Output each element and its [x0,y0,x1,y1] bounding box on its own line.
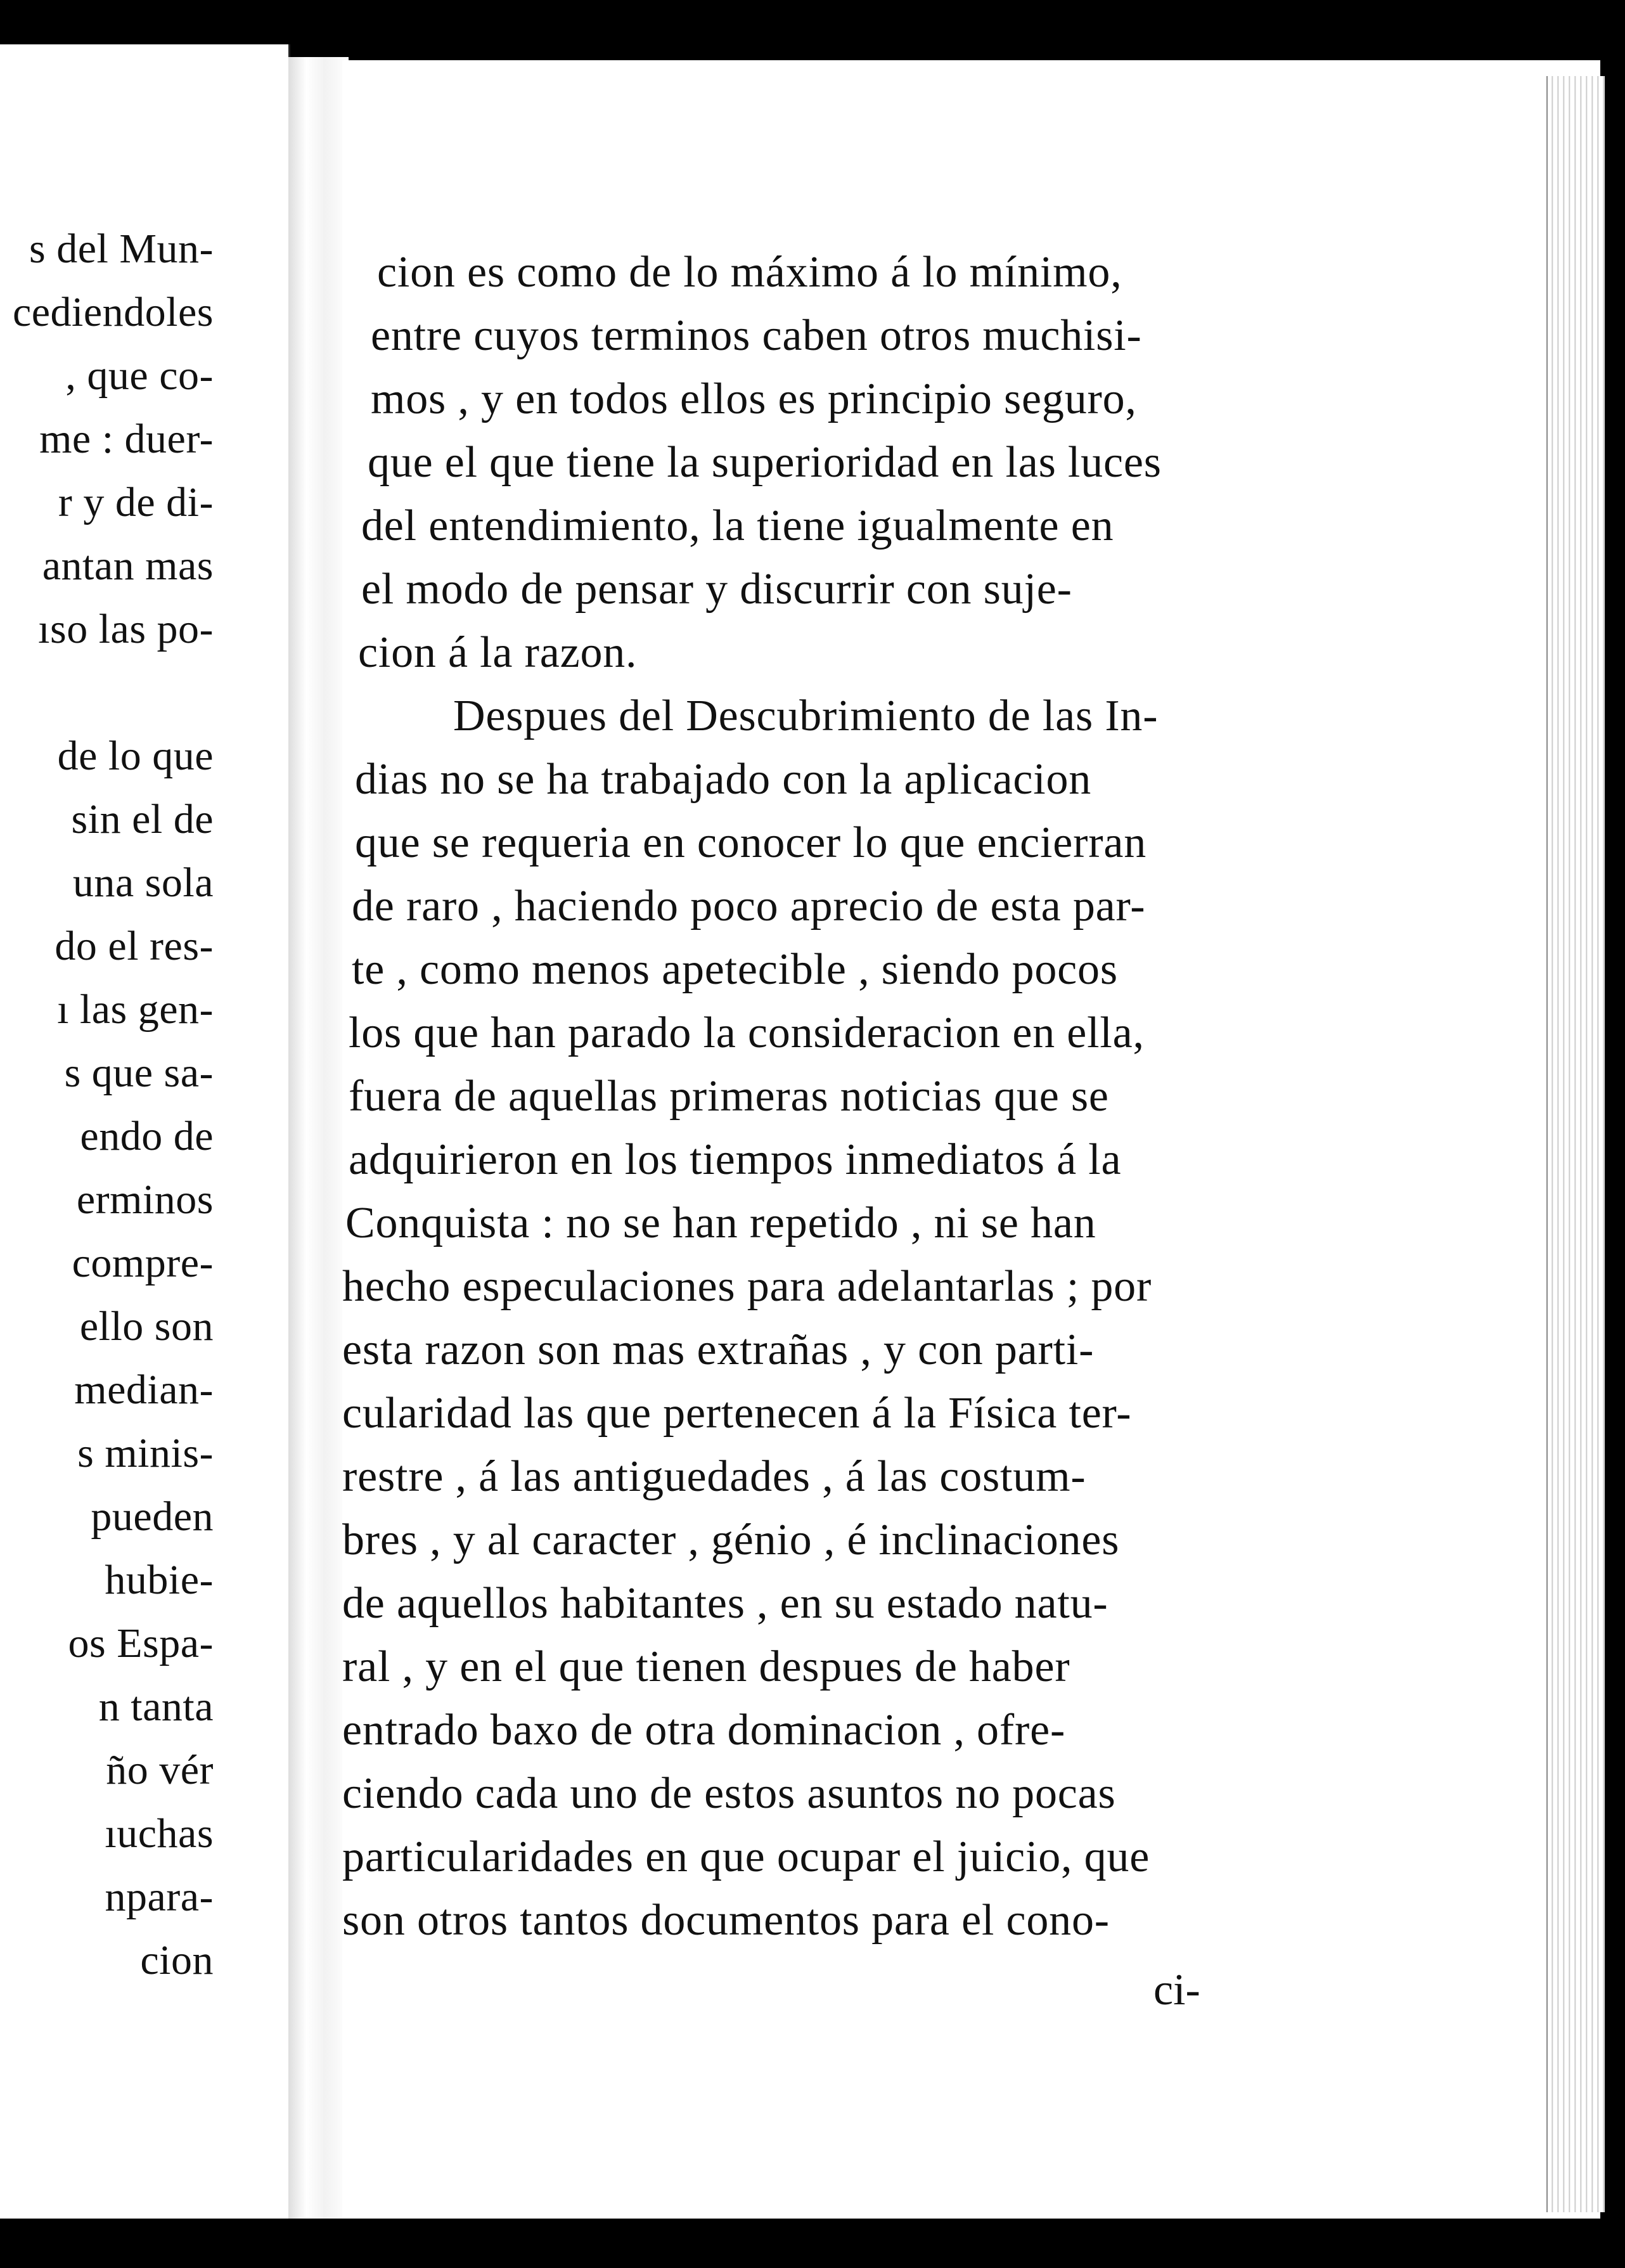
right-page-line: ciendo cada uno de estos asuntos no pocas [342,1769,1116,1818]
left-page-line: ıso las po- [38,606,214,652]
left-page-line: cediendoles [12,289,214,335]
left-page-line: compre- [72,1240,214,1286]
right-page-line: Despues del Descubrimiento de las In- [453,692,1159,740]
left-page-line: ello son [79,1303,214,1350]
left-page-line: me : duer- [39,416,214,462]
left-page-line: do el res- [55,923,214,969]
left-page-line: npara- [105,1874,214,1920]
left-page-line: s del Mun- [29,226,214,272]
left-page-line: cion [140,1937,214,1983]
left-page-line: una sola [72,860,214,906]
right-page-line: hecho especulaciones para adelantarlas ; por [342,1262,1152,1311]
right-page-line: el modo de pensar y discurrir con suje- [361,565,1072,614]
left-page-line: median- [74,1367,214,1413]
left-page-line: de lo que [57,733,214,779]
right-page-line: particularidades en que ocupar el juicio, que [342,1833,1150,1881]
right-page-line: fuera de aquellas primeras noticias que se [349,1072,1109,1121]
right-page-line: dias no se ha trabajado con la aplicacion [355,755,1092,804]
right-page-line: mos , y en todos ellos es principio seguro, [371,375,1137,423]
page-edges [1546,76,1605,2212]
right-page-line: del entendimiento, la tiene igualmente en [361,501,1114,550]
catchword: ci- [1153,1966,1200,2014]
right-page-line: te , como menos apetecible , siendo pocos [352,945,1118,994]
left-page-line: os Espa- [68,1620,214,1666]
right-page-line: adquirieron en los tiempos inmediatos á la [349,1135,1122,1184]
right-page-line: los que han parado la consideracion en ella, [349,1008,1145,1057]
left-page-line: endo de [80,1113,214,1159]
right-page-line: son otros tantos documentos para el cono- [342,1896,1110,1945]
right-page [342,60,1600,2219]
left-page-line: s que sa- [64,1050,214,1096]
left-page [0,44,290,2219]
left-page-line: , que co- [65,352,214,399]
right-page-line: entrado baxo de otra dominacion , ofre- [342,1706,1066,1755]
left-page-line: erminos [76,1176,214,1223]
left-page-line: sin el de [71,796,214,842]
right-page-line: restre , á las antiguedades , á las costum- [342,1452,1086,1501]
right-page-line: cion á la razon. [358,628,638,677]
left-page-line: pueden [91,1493,214,1540]
right-page-line: entre cuyos terminos caben otros muchisi- [371,311,1142,360]
right-page-line: cularidad las que pertenecen á la Física ter- [342,1389,1132,1438]
right-page-line: ral , y en el que tienen despues de haber [342,1642,1070,1691]
left-page-line: antan mas [42,543,214,589]
right-page-line: cion es como de lo máximo á lo mínimo, [377,248,1122,297]
left-page-line: ño vér [106,1747,214,1793]
right-page-line: que el que tiene la superioridad en las luces [368,438,1162,487]
right-page-line: que se requeria en conocer lo que encierran [355,818,1147,867]
left-page-line: hubie- [105,1557,214,1603]
right-page-line: esta razon son mas extrañas , y con parti- [342,1325,1095,1374]
right-page-line: de raro , haciendo poco aprecio de esta par- [352,882,1146,931]
book-gutter [288,57,349,2219]
left-page-line: r y de di- [58,479,214,525]
right-page-line: Conquista : no se han repetido , ni se han [345,1199,1096,1247]
left-page-line: ıuchas [105,1810,214,1857]
right-page-line: de aquellos habitantes , en su estado natu- [342,1579,1108,1628]
left-page-line: n tanta [98,1684,214,1730]
left-page-line: ı las gen- [57,986,214,1033]
right-page-line: bres , y al caracter , génio , é inclinaciones [342,1516,1120,1564]
left-page-line: s minis- [77,1430,214,1476]
